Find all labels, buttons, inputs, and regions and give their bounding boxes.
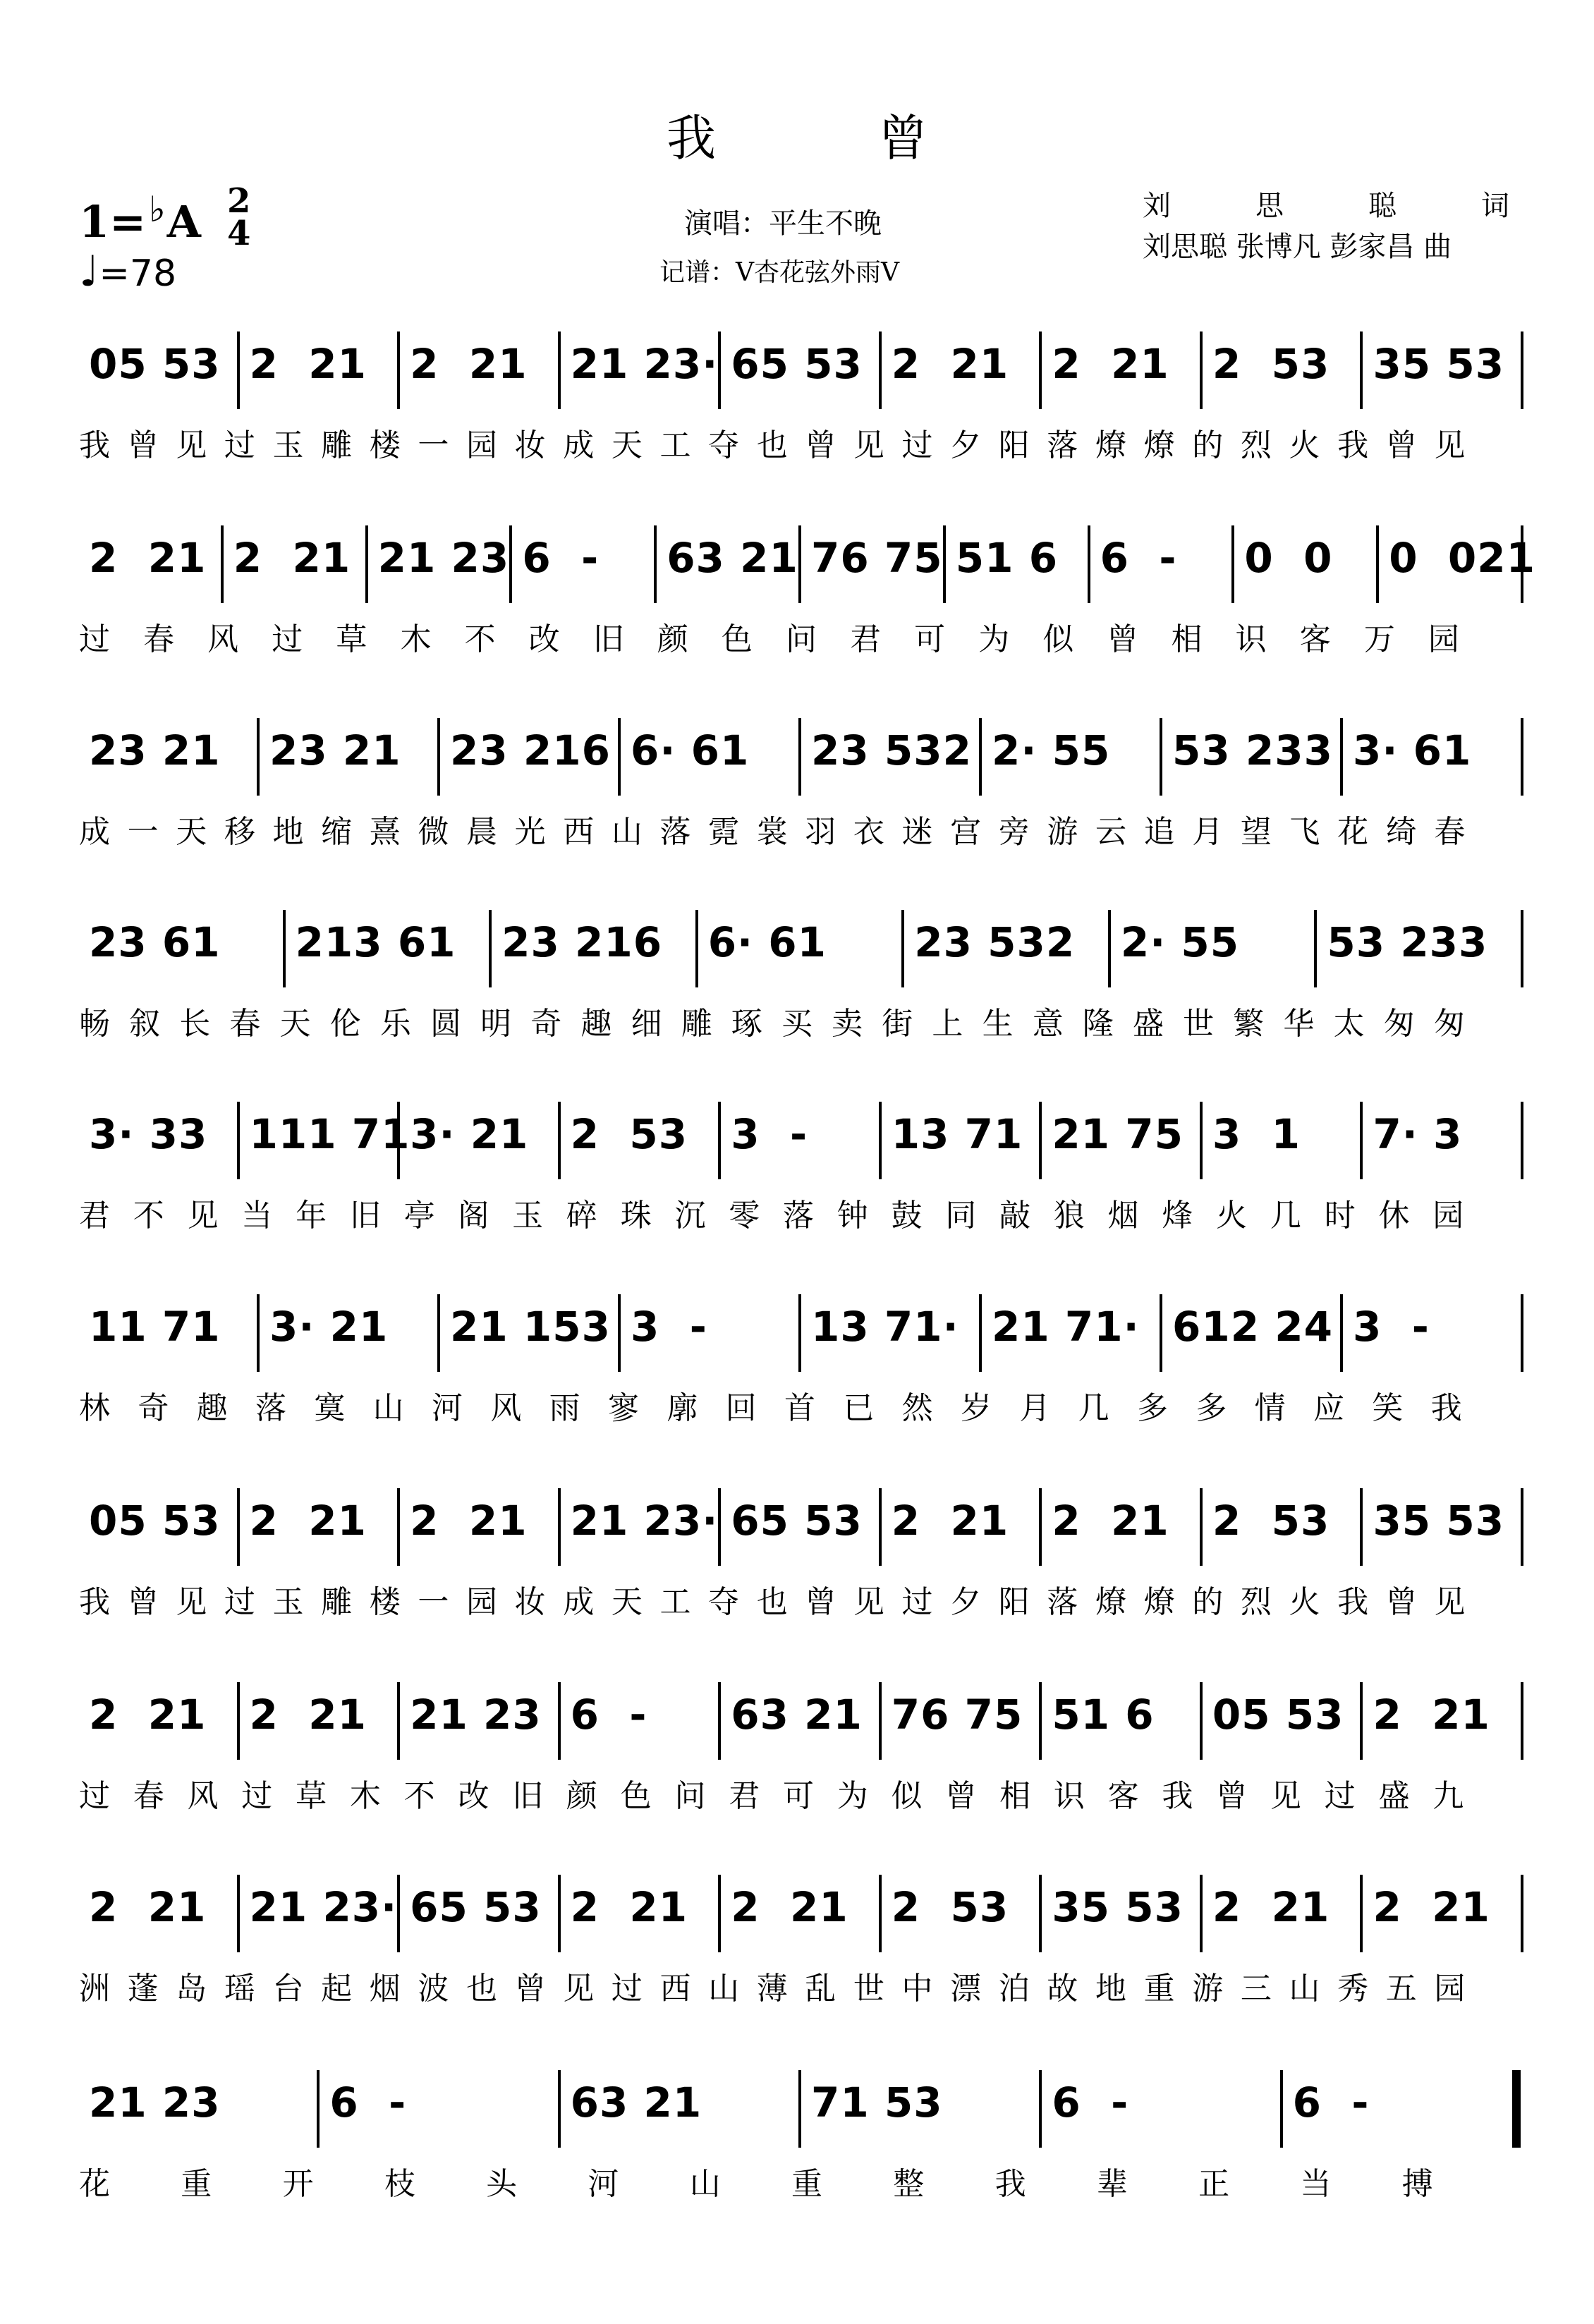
tempo-value: =78 [99,253,177,295]
transcriber-credit: 记谱：V杏花弦外雨V [659,258,899,287]
bar-line [397,1102,400,1179]
measure: 21 23 [410,1691,542,1739]
final-bar-line [1512,2070,1521,2148]
quarter-note-icon: ♩ [79,247,99,296]
measure: 13 71· [811,1303,959,1351]
measure: 111 71 [249,1110,410,1158]
bar-line [257,718,260,796]
bar-line [718,1102,721,1179]
composer-credit: 刘思聪 张博凡 彭家昌 曲 [1143,231,1452,263]
bar-line [1200,331,1203,409]
lyric-text: 洲蓬岛瑶台起烟波也曾见过西山薄乱世中漂泊故地重游三山秀五园 [79,1971,1483,2007]
measure: 2 21 [410,1497,528,1545]
meter-bottom: 4 [227,214,251,253]
bar-line [221,525,224,603]
measure: 35 53 [1373,340,1505,388]
measure: 213 61 [295,918,456,966]
bar-line [1376,525,1379,603]
bar-line [1200,1875,1203,1952]
bar-line [1521,1488,1523,1566]
bar-line [558,1875,561,1952]
measure: 2 21 [1052,1497,1169,1545]
measure: 51 6 [955,534,1059,582]
measure: 11 71 [89,1303,221,1351]
bar-line [1039,331,1042,409]
bar-line [979,1294,982,1372]
bar-line [317,2070,320,2148]
bar-line [283,910,286,987]
bar-line [1521,718,1523,796]
bar-line [1160,718,1162,796]
bar-line [397,1488,400,1566]
measure: 7· 3 [1373,1110,1463,1158]
bar-line [1039,1102,1042,1179]
bar-line [257,1294,260,1372]
notation-line [79,1102,1523,1179]
measure: 2 53 [1212,1497,1330,1545]
notation-line [79,2070,1523,2148]
measure: 23 21 [269,726,401,774]
bar-line [397,1875,400,1952]
measure: 21 23 [89,2079,221,2127]
measure: 23 532 [914,918,1076,966]
measure: 6 - [1100,534,1177,582]
bar-line [718,1682,721,1760]
bar-line [558,1682,561,1760]
measure: 2· 55 [1120,918,1240,966]
notation-line [79,718,1523,796]
measure: 63 21 [570,2079,702,2127]
bar-line [437,718,440,796]
bar-line [879,1875,882,1952]
measure: 53 233 [1327,918,1488,966]
measure: 65 53 [410,1883,542,1931]
measure: 2 21 [570,1883,688,1931]
bar-line [1521,910,1523,987]
bar-line [558,1102,561,1179]
measure: 05 53 [1212,1691,1344,1739]
measure: 6 - [1292,2079,1370,2127]
measure: 23 216 [501,918,663,966]
measure: 6· 61 [631,726,750,774]
bar-line [237,1682,240,1760]
measure: 6 - [1052,2079,1129,2127]
measure: 2 53 [1212,340,1330,388]
bar-line [558,331,561,409]
bar-line [718,331,721,409]
time-signature [227,181,251,253]
measure: 2 53 [891,1883,1009,1931]
measure: 3· 61 [1353,726,1472,774]
measure: 3· 21 [410,1110,529,1158]
bar-line [1360,1682,1363,1760]
measure: 23 532 [811,726,972,774]
bar-line [397,331,400,409]
measure: 63 21 [667,534,798,582]
meter-top: 2 [227,181,251,221]
lyric-text: 过春风过草木不改旧颜色问君可为似曾相识客我曾见过盛九 [79,1778,1487,1814]
lyric-text: 过春风过草木不改旧颜色问君可为似曾相识客万园 [79,621,1492,657]
bar-line [1360,331,1363,409]
title-char-1: 我 [667,109,716,167]
measure: 2 21 [410,340,528,388]
measure: 2 21 [233,534,351,582]
bar-line [1521,1682,1523,1760]
measure: 2 21 [89,534,207,582]
bar-line [1314,910,1317,987]
bar-line [943,525,946,603]
measure: 3· 21 [269,1303,389,1351]
bar-line [489,910,492,987]
bar-line [1521,1102,1523,1179]
measure: 2 21 [1373,1691,1490,1739]
measure: 76 75 [891,1691,1023,1739]
bar-line [1039,1875,1042,1952]
bar-line [1108,910,1111,987]
measure: 65 53 [731,1497,863,1545]
measure: 53 233 [1172,726,1333,774]
bar-line [1231,525,1234,603]
measure: 21 75 [1052,1110,1184,1158]
measure: 76 75 [811,534,943,582]
measure: 612 24 [1172,1303,1333,1351]
measure: 3 - [631,1303,707,1351]
bar-line [1039,1682,1042,1760]
bar-line [237,331,240,409]
bar-line [1521,1294,1523,1372]
notation-line [79,525,1535,603]
bar-line [1360,1488,1363,1566]
bar-line [237,1875,240,1952]
lyricist-credit: 刘 思 聪 词 [1143,190,1509,222]
lyric-text: 花重开枝头河山重整我辈正当搏 [79,2166,1504,2202]
bar-line [437,1294,440,1372]
measure: 3· 33 [89,1110,208,1158]
measure: 13 71 [891,1110,1023,1158]
bar-line [718,1875,721,1952]
measure: 21 153 [450,1303,611,1351]
notation-line [79,1682,1523,1760]
title-char-2: 曾 [878,109,927,167]
measure: 6 - [329,2079,407,2127]
bar-line [1360,1875,1363,1952]
notation-line [79,331,1523,409]
notation-line [79,910,1523,987]
measure: 3 1 [1212,1110,1301,1158]
bar-line [798,1294,801,1372]
measure: 2 21 [89,1691,207,1739]
bar-line [1200,1682,1203,1760]
measure: 2· 55 [992,726,1111,774]
bar-line [1340,1294,1343,1372]
measure: 2 21 [1373,1883,1490,1931]
bar-line [718,1488,721,1566]
bar-line [879,1488,882,1566]
bar-line [237,1488,240,1566]
measure: 21 23 [377,534,510,582]
measure: 3 - [731,1110,808,1158]
measure: 2 21 [1052,340,1169,388]
measure: 05 53 [89,340,221,388]
singer-credit: 演唱：平生不晚 [684,207,882,240]
bar-line [397,1682,400,1760]
bar-line [798,525,801,603]
bar-line [1521,525,1523,603]
measure: 6 - [570,1691,647,1739]
measure: 35 53 [1373,1497,1505,1545]
bar-line [1521,1875,1523,1952]
notation-line [79,1875,1523,1952]
bar-line [654,525,657,603]
song-title [0,99,1594,170]
bar-line [618,718,621,796]
measure: 0 0 [1244,534,1333,582]
lyric-text: 我曾见过玉雕楼一园妆成天工夺也曾见过夕阳落燎燎的烈火我曾见 [79,1584,1483,1620]
key-signature [79,189,201,248]
bar-line [1088,525,1090,603]
bar-line [901,910,904,987]
measure: 2 21 [249,1497,367,1545]
bar-line [237,1102,240,1179]
bar-line [558,1488,561,1566]
measure: 0 021 [1389,534,1535,582]
bar-line [1280,2070,1283,2148]
measure: 2 21 [249,340,367,388]
key-prefix: 1= [79,196,147,248]
bar-line [618,1294,621,1372]
measure: 2 21 [1212,1883,1330,1931]
notation-line [79,1294,1523,1372]
bar-line [1039,2070,1042,2148]
bar-line [798,2070,801,2148]
measure: 2 53 [570,1110,688,1158]
measure: 2 21 [249,1691,367,1739]
lyric-text: 畅叙长春天伦乐圆明奇趣细雕琢买卖街上生意隆盛世繁华太匆匆 [79,1006,1484,1042]
measure: 05 53 [89,1497,221,1545]
notation-line [79,1488,1523,1566]
bar-line [1200,1102,1203,1179]
measure: 21 23· [570,1497,719,1545]
measure: 63 21 [731,1691,863,1739]
bar-line [1521,331,1523,409]
measure: 21 23· [249,1883,398,1931]
bar-line [509,525,512,603]
measure: 21 71· [992,1303,1140,1351]
lyric-text: 我曾见过玉雕楼一园妆成天工夺也曾见过夕阳落燎燎的烈火我曾见 [79,427,1483,463]
lyric-text: 林奇趣落寞山河风雨寥廓回首已然岁月几多多情应笑我 [79,1390,1490,1426]
measure: 65 53 [731,340,863,388]
measure: 3 - [1353,1303,1430,1351]
bar-line [365,525,368,603]
measure: 2 21 [731,1883,848,1931]
measure: 2 21 [891,340,1009,388]
measure: 23 21 [89,726,221,774]
bar-line [1360,1102,1363,1179]
bar-line [558,2070,561,2148]
bar-line [879,331,882,409]
bar-line [1160,1294,1162,1372]
bar-line [1340,718,1343,796]
key-letter: A [166,196,201,248]
measure: 71 53 [811,2079,943,2127]
bar-line [1200,1488,1203,1566]
measure: 6 - [522,534,600,582]
measure: 23 216 [450,726,611,774]
bar-line [798,718,801,796]
bar-line [879,1682,882,1760]
measure: 21 23· [570,340,719,388]
lyric-text: 君不见当年旧亭阁玉碎珠沉零落钟鼓同敲狼烟烽火几时休园 [79,1198,1487,1234]
measure: 6· 61 [707,918,827,966]
bar-line [1039,1488,1042,1566]
measure: 2 21 [891,1497,1009,1545]
measure: 51 6 [1052,1691,1155,1739]
measure: 23 61 [89,918,221,966]
bar-line [979,718,982,796]
bar-line [695,910,698,987]
bar-line [879,1102,882,1179]
measure: 35 53 [1052,1883,1184,1931]
tempo-marking [79,247,176,296]
flat-icon: ♭ [149,189,166,230]
measure: 2 21 [89,1883,207,1931]
lyric-text: 成一天移地缩熹微晨光西山落霓裳羽衣迷宫旁游云追月望飞花绮春 [79,814,1483,850]
